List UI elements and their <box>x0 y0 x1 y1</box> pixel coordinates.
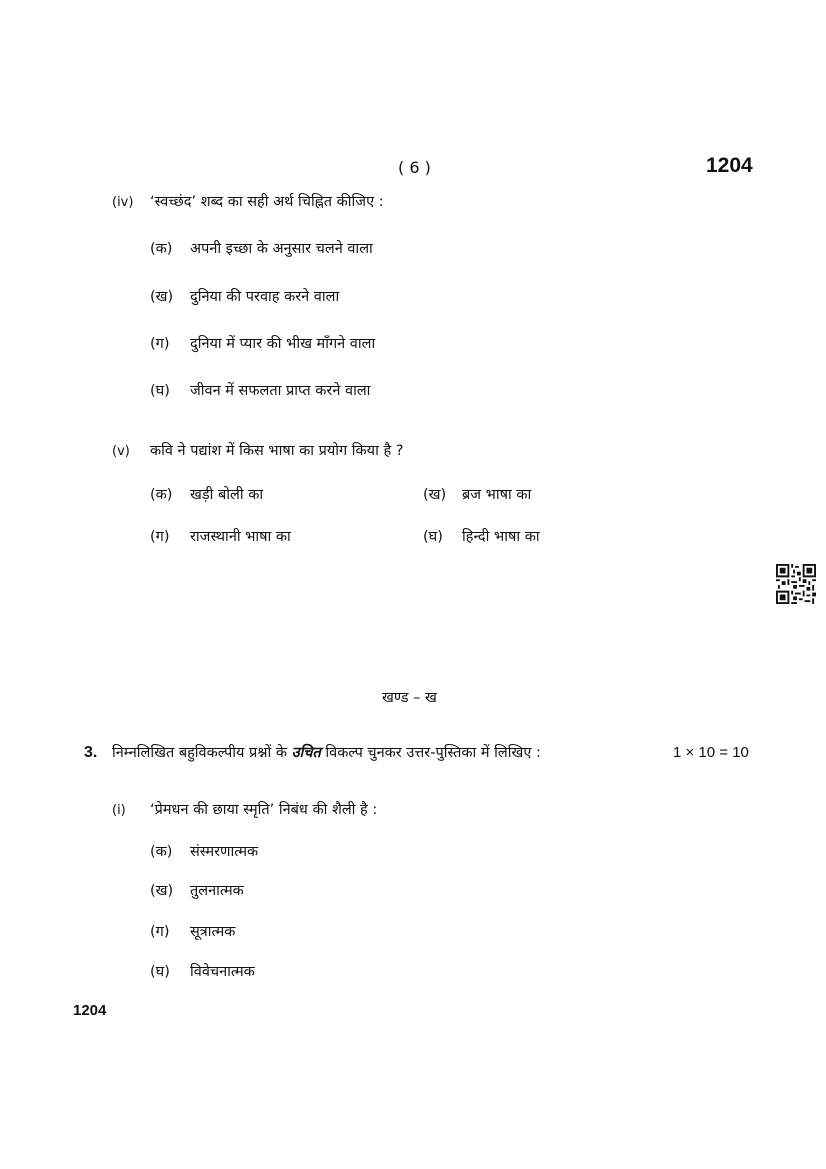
question-text: ‘स्वच्छंद’ शब्द का सही अर्थ चिह्नित कीजिए : <box>150 194 384 210</box>
option-text: तुलनात्मक <box>190 883 244 899</box>
option-label: (घ) <box>423 529 443 545</box>
option-text: राजस्थानी भाषा का <box>190 529 291 545</box>
paper-code-header: 1204 <box>706 154 753 177</box>
qr-code-icon <box>776 564 816 604</box>
question-text: कवि ने पद्यांश में किस भाषा का प्रयोग किया है ? <box>150 443 404 459</box>
option-label: (ग) <box>150 529 170 545</box>
section-title: खण्ड – ख <box>382 690 437 706</box>
option-text: विवेचनात्मक <box>190 964 255 980</box>
instruction-emphasis: उचित <box>291 745 321 761</box>
option-label: (क) <box>150 844 173 860</box>
option-text: सूत्रात्मक <box>190 924 236 940</box>
option-text: दुनिया की परवाह करने वाला <box>190 289 340 305</box>
instruction-text-before: निम्नलिखित बहुविकल्पीय प्रश्नों के <box>112 745 287 761</box>
marks-allocation: 1 × 10 = 10 <box>673 744 749 761</box>
option-text: जीवन में सफलता प्राप्त करने वाला <box>190 383 371 399</box>
page-number: ( 6 ) <box>398 158 431 177</box>
option-label: (ख) <box>150 883 174 899</box>
option-text: अपनी इच्छा के अनुसार चलने वाला <box>190 241 373 257</box>
question-number: (i) <box>112 803 126 818</box>
option-label: (ग) <box>150 336 170 352</box>
option-text: खड़ी बोली का <box>190 487 264 503</box>
question-instruction <box>112 742 541 762</box>
option-text: संस्मरणात्मक <box>190 844 259 860</box>
option-label: (ग) <box>150 924 170 940</box>
option-label: (घ) <box>150 383 170 399</box>
paper-code-footer: 1204 <box>73 1002 107 1019</box>
option-label: (क) <box>150 487 173 503</box>
option-text: ब्रज भाषा का <box>462 487 532 503</box>
option-text: हिन्दी भाषा का <box>462 529 540 545</box>
option-label: (ख) <box>150 289 174 305</box>
question-text: ‘प्रेमधन की छाया स्मृति’ निबंध की शैली है : <box>150 802 378 818</box>
option-label: (घ) <box>150 964 170 980</box>
question-number: (iv) <box>112 195 134 210</box>
question-number: (v) <box>112 444 130 459</box>
question-number: 3. <box>84 744 98 761</box>
option-label: (क) <box>150 241 173 257</box>
instruction-text-after: विकल्प चुनकर उत्तर-पुस्तिका में लिखिए : <box>325 745 541 761</box>
option-text: दुनिया में प्यार की भीख माँगने वाला <box>190 336 376 352</box>
option-label: (ख) <box>423 487 447 503</box>
